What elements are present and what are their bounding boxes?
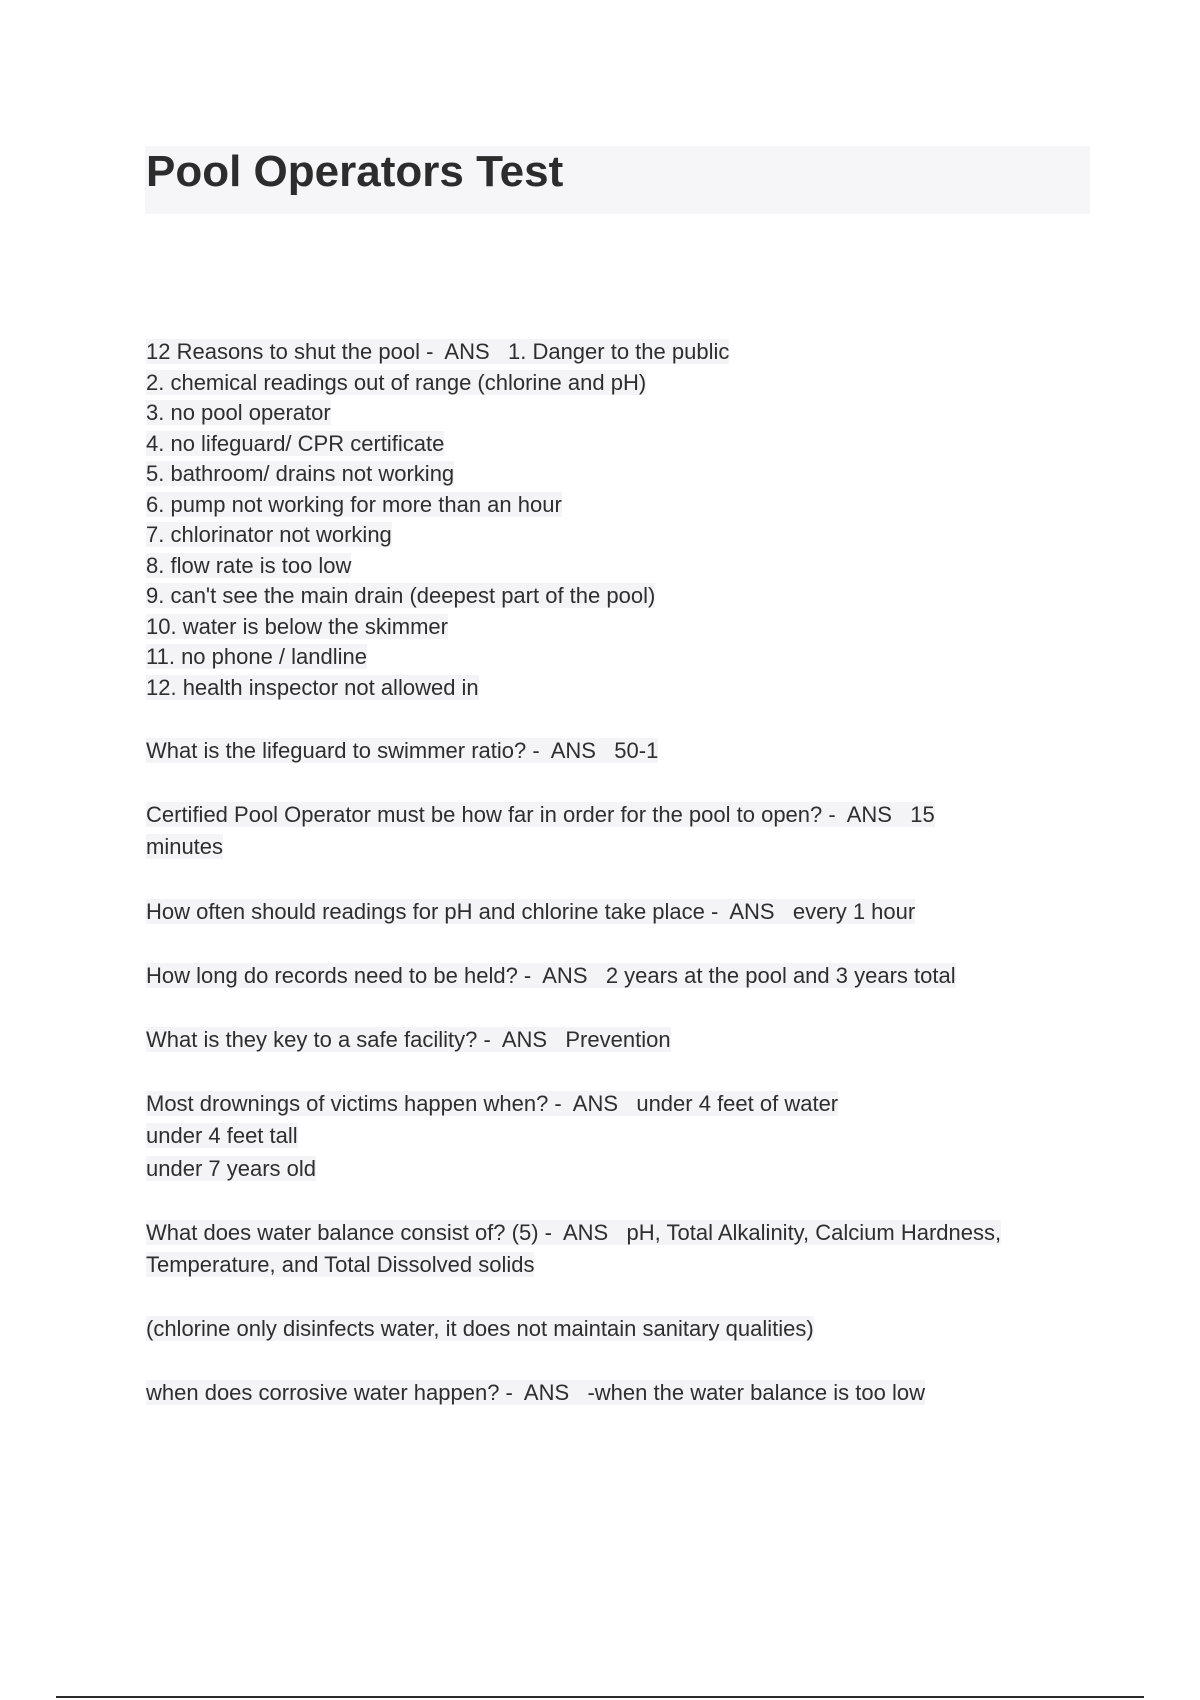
text-line: Certified Pool Operator must be how far in order for the pool to open? - ANS 15 xyxy=(146,802,935,828)
text-line: 11. no phone / landline xyxy=(146,644,367,669)
text-line: 4. no lifeguard/ CPR certificate xyxy=(146,430,445,456)
qa-entry xyxy=(146,896,1096,928)
text-line: (chlorine only disinfects water, it does not maintain sanitary qualities) xyxy=(146,1316,814,1342)
text-line: 7. chlorinator not working xyxy=(146,522,392,547)
footer-divider xyxy=(56,1696,1144,1698)
text-line: How long do records need to be held? - ANS 2 years at the pool and 3 years total xyxy=(146,962,956,988)
qa-entry xyxy=(146,1313,1096,1345)
text-line: Temperature, and Total Dissolved solids xyxy=(146,1252,535,1278)
qa-entry xyxy=(146,337,1096,703)
text-line: 8. flow rate is too low xyxy=(146,552,352,578)
text-line: under 7 years old xyxy=(146,1155,316,1181)
text-line: under 4 feet tall xyxy=(146,1123,298,1149)
text-line: 5. bathroom/ drains not working xyxy=(146,461,455,486)
text-line: 10. water is below the skimmer xyxy=(146,613,448,639)
text-line: 6. pump not working for more than an hour xyxy=(146,491,562,517)
qa-entry xyxy=(146,1217,1096,1281)
text-line: What does water balance consist of? (5) - ANS pH, Total Alkalinity, Calcium Hardness, xyxy=(146,1219,1002,1245)
text-line: 3. no pool operator xyxy=(146,400,331,425)
qa-entry xyxy=(146,1088,1096,1185)
text-line: 12 Reasons to shut the pool - ANS 1. Danger to the public xyxy=(146,339,730,364)
qa-entry xyxy=(146,799,1096,863)
qa-entry xyxy=(146,735,1096,767)
text-line: 2. chemical readings out of range (chlorine and pH) xyxy=(146,369,647,395)
text-line: when does corrosive water happen? - ANS -when the water balance is too low xyxy=(146,1380,925,1406)
text-line: 12. health inspector not allowed in xyxy=(146,674,479,700)
document-title: Pool Operators Test xyxy=(146,147,564,196)
document-body xyxy=(146,337,1096,1442)
text-line: 9. can't see the main drain (deepest part of the pool) xyxy=(146,583,656,608)
qa-entry xyxy=(146,1377,1096,1409)
text-line: minutes xyxy=(146,834,224,860)
text-line: Most drownings of victims happen when? - ANS under 4 feet of water xyxy=(146,1091,839,1117)
qa-entry xyxy=(146,960,1096,992)
text-line: How often should readings for pH and chlorine take place - ANS every 1 hour xyxy=(146,898,916,924)
text-line: What is the lifeguard to swimmer ratio? - ANS 50-1 xyxy=(146,738,659,763)
text-line: What is they key to a safe facility? - ANS Prevention xyxy=(146,1027,671,1053)
qa-entry xyxy=(146,1024,1096,1056)
